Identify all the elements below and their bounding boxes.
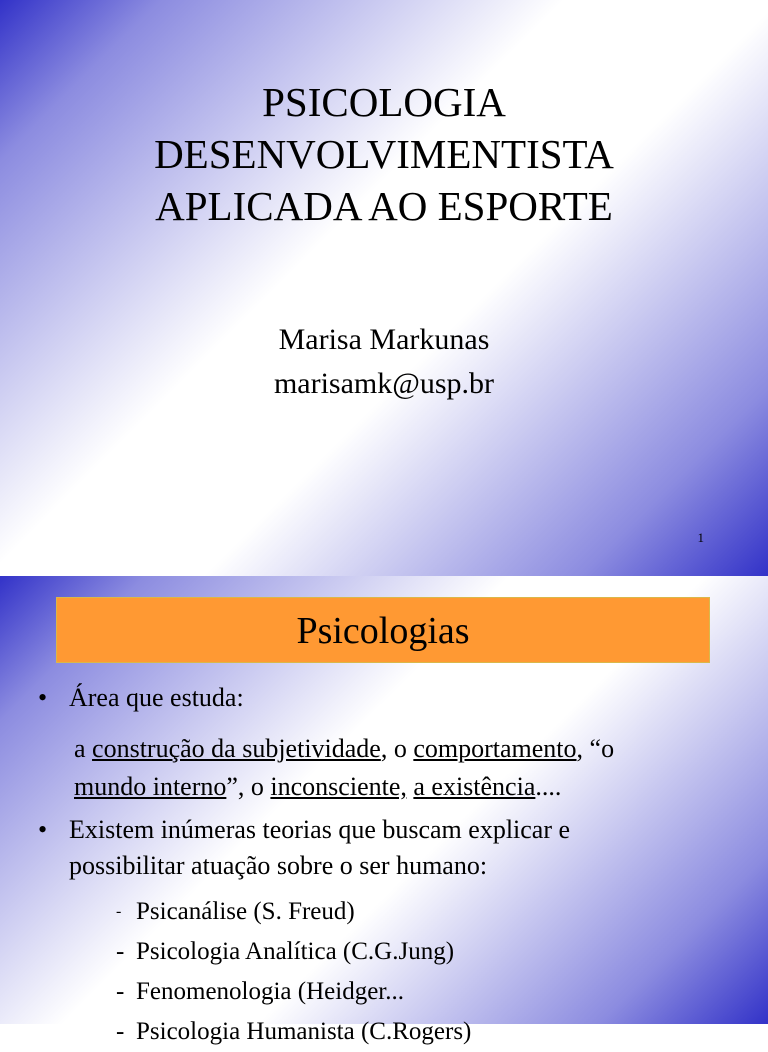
sub-list-item bbox=[116, 1012, 736, 1052]
presentation-title bbox=[0, 76, 768, 232]
text-separator: , o bbox=[380, 734, 414, 763]
text-separator: , “o bbox=[576, 734, 615, 763]
text-prefix: a bbox=[74, 734, 93, 763]
sub-item-text: Psicologia Humanista (C.Rogers) bbox=[136, 1018, 472, 1045]
sub-list-item bbox=[116, 892, 736, 932]
dash-icon: - bbox=[116, 978, 125, 1005]
bullet-item bbox=[36, 812, 736, 884]
underlined-term: inconsciente, bbox=[270, 772, 407, 801]
author-email: marisamk@usp.br bbox=[273, 367, 495, 400]
sub-item-text: Psicanálise (S. Freud) bbox=[136, 898, 355, 925]
bullet-text: possibilitar atuação sobre o ser humano: bbox=[69, 851, 488, 880]
underlined-term: a existência bbox=[413, 772, 536, 801]
sub-item-text: Psicologia Analítica (C.G.Jung) bbox=[136, 938, 455, 965]
slide-heading: Psicologias bbox=[56, 597, 710, 663]
title-line-3: APLICADA AO ESPORTE bbox=[155, 183, 613, 229]
underlined-term: mundo interno bbox=[74, 772, 227, 801]
text-separator: ”, o bbox=[226, 772, 271, 801]
dash-icon: - bbox=[116, 938, 125, 965]
bullet-continuation bbox=[36, 730, 736, 806]
underlined-term: construção da subjetividade bbox=[92, 734, 381, 763]
bullet-text: Existem inúmeras teorias que buscam explicar e bbox=[69, 815, 571, 844]
bullet-icon: • bbox=[38, 815, 48, 844]
underlined-term: comportamento bbox=[413, 734, 577, 763]
title-line-1: PSICOLOGIA bbox=[262, 79, 506, 125]
bullet-item bbox=[36, 680, 736, 716]
sub-list-item bbox=[116, 972, 736, 1012]
author-name: Marisa Markunas bbox=[278, 323, 490, 356]
sub-item-text: Fenomenologia (Heidger... bbox=[136, 978, 404, 1005]
author-block bbox=[0, 318, 768, 406]
slide-body bbox=[36, 680, 736, 1052]
dash-icon: - bbox=[116, 1018, 125, 1045]
sub-list bbox=[36, 892, 736, 1052]
sub-list-item bbox=[116, 932, 736, 972]
text-suffix: .... bbox=[535, 772, 562, 801]
bullet-icon: • bbox=[38, 683, 48, 712]
dash-icon: - bbox=[116, 903, 122, 920]
title-line-2: DESENVOLVIMENTISTA bbox=[154, 131, 614, 177]
bullet-text: Área que estuda: bbox=[69, 683, 244, 712]
slide-psicologias bbox=[0, 576, 768, 1045]
page-number: 1 bbox=[697, 530, 704, 545]
